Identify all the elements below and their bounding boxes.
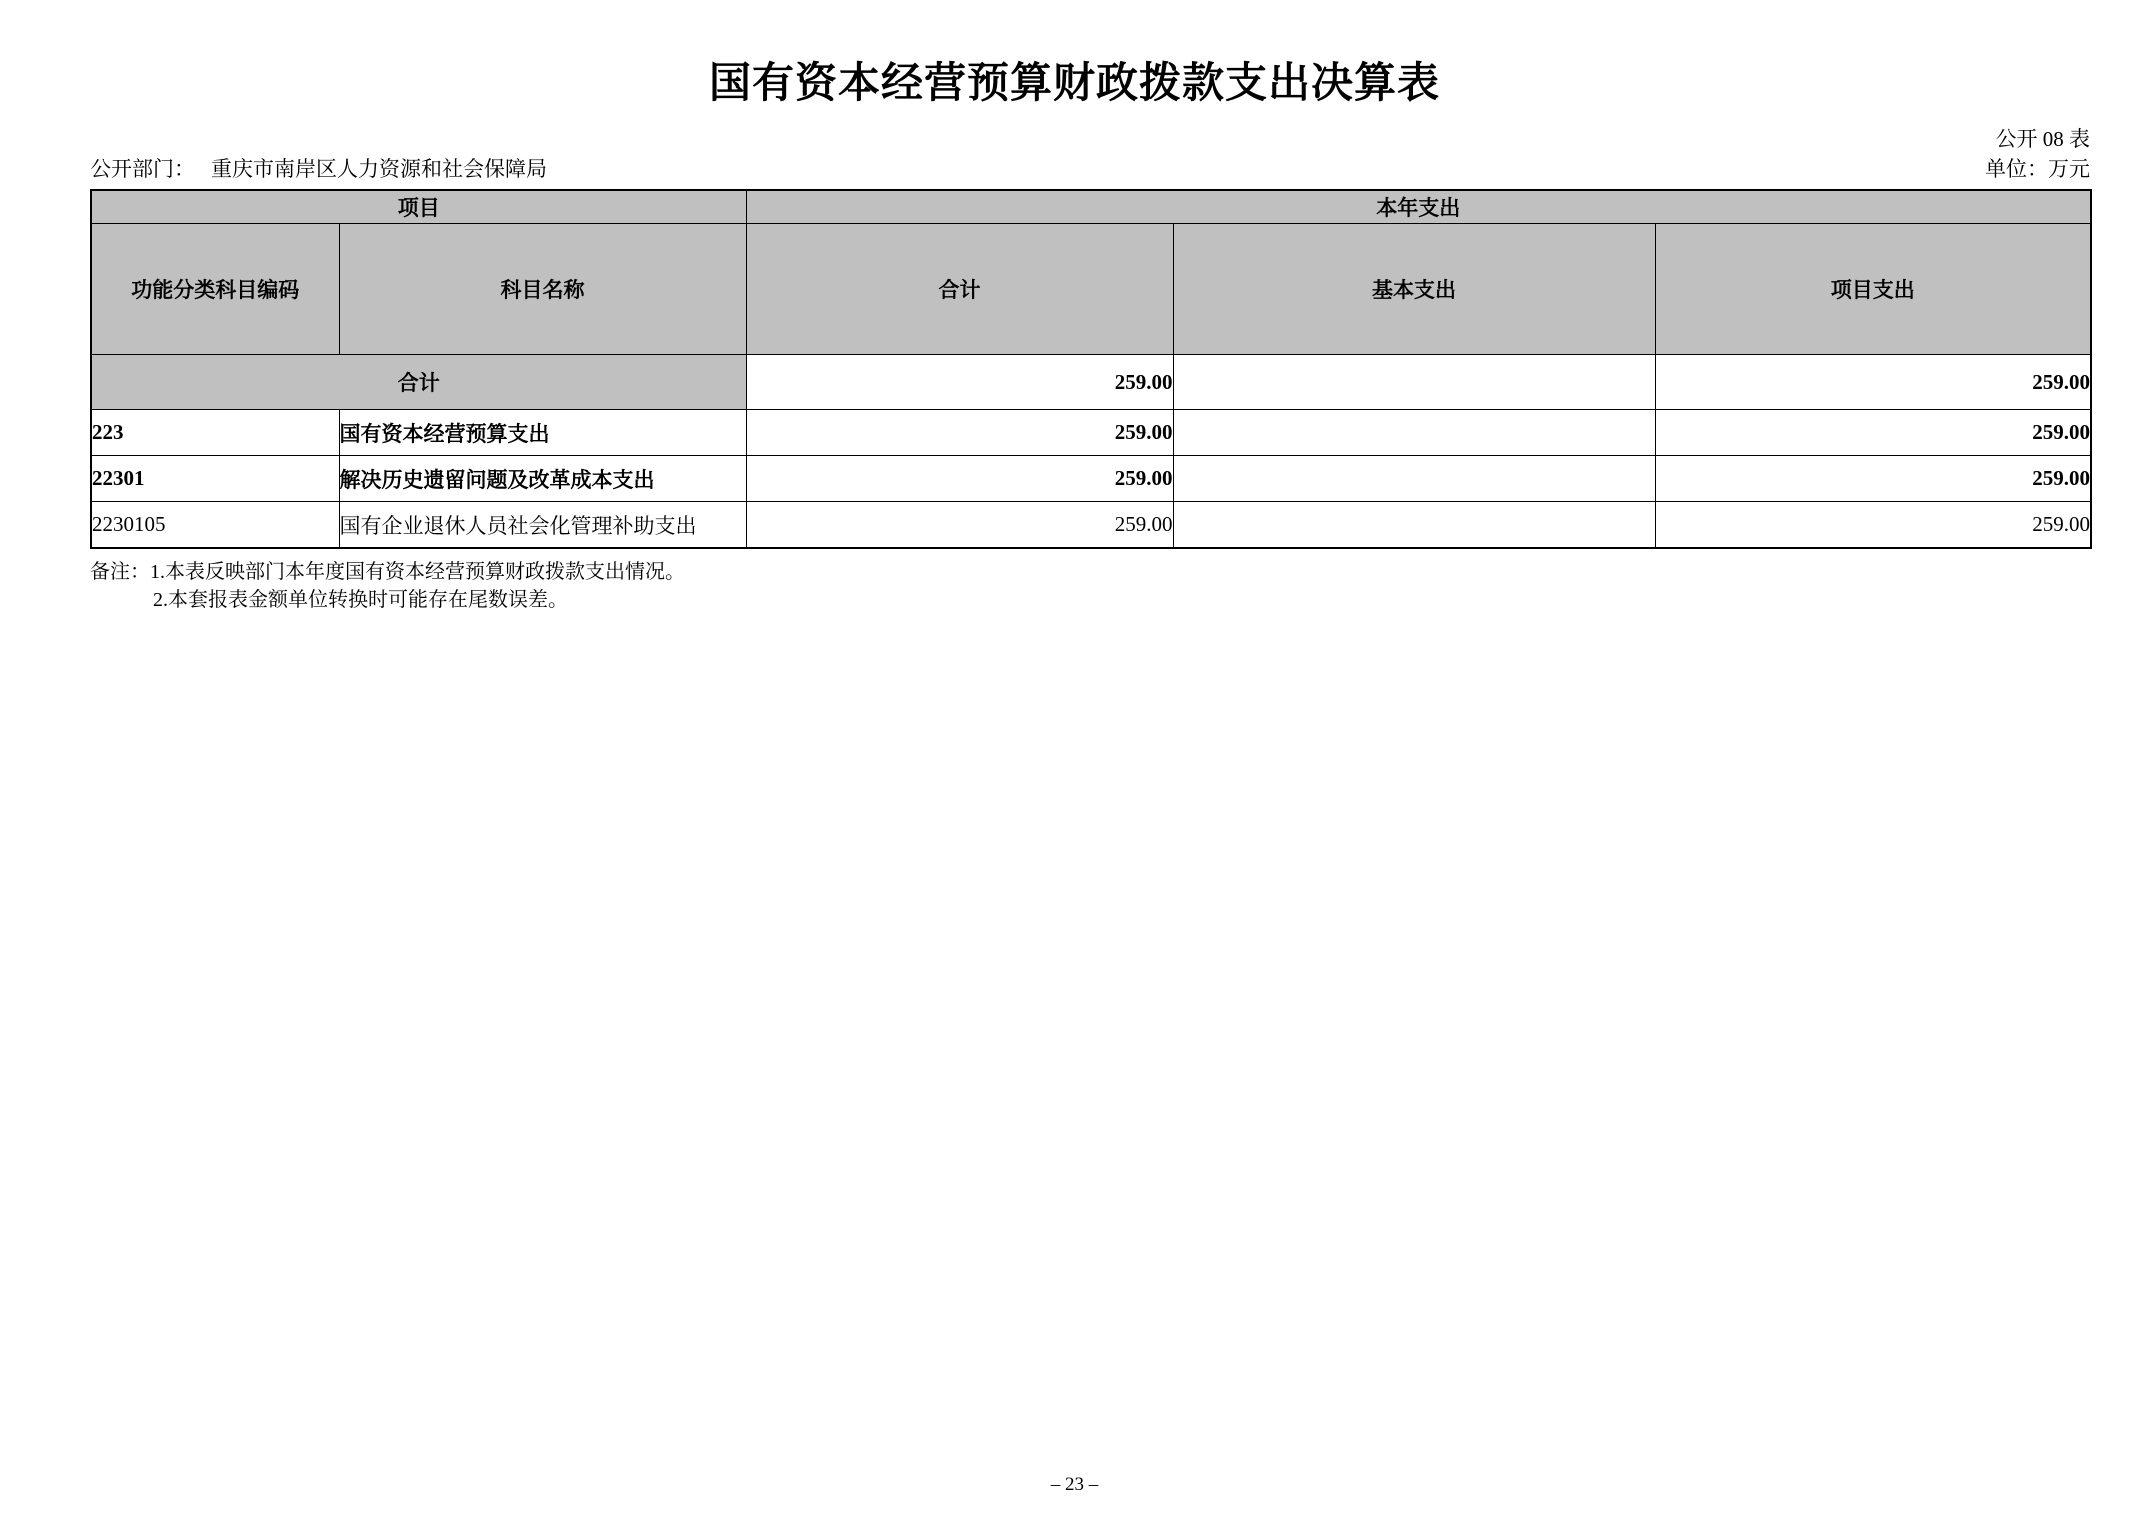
column-header-subject-name: 科目名称 bbox=[339, 224, 746, 355]
total-cell: 259.00 bbox=[746, 410, 1173, 456]
table-row bbox=[91, 502, 2091, 549]
total-sum-cell: 259.00 bbox=[746, 355, 1173, 410]
code-cell: 223 bbox=[91, 410, 339, 456]
group-header-current-year: 本年支出 bbox=[746, 190, 2091, 224]
project-expense-cell: 259.00 bbox=[1655, 410, 2091, 456]
department-line bbox=[90, 156, 547, 182]
total-row bbox=[91, 355, 2091, 410]
code-cell: 22301 bbox=[91, 456, 339, 502]
code-cell: 2230105 bbox=[91, 502, 339, 549]
form-code: 公开 08 表 bbox=[1995, 127, 2090, 151]
column-header-basic-expense: 基本支出 bbox=[1173, 224, 1655, 355]
group-header-row bbox=[91, 190, 2091, 224]
department-name: 重庆市南岸区人力资源和社会保障局 bbox=[211, 157, 547, 181]
total-basic-cell bbox=[1173, 355, 1655, 410]
basic-expense-cell bbox=[1173, 502, 1655, 549]
basic-expense-cell bbox=[1173, 456, 1655, 502]
page-number: – 23 – bbox=[1050, 1474, 1099, 1495]
meta-row bbox=[90, 156, 2090, 182]
total-cell: 259.00 bbox=[746, 456, 1173, 502]
total-label-cell: 合计 bbox=[91, 355, 746, 410]
subject-name-cell: 国有企业退休人员社会化管理补助支出 bbox=[339, 502, 746, 549]
page-title: 国有资本经营预算财政拨款支出决算表 bbox=[708, 61, 1440, 107]
budget-table bbox=[90, 189, 2092, 549]
total-project-cell: 259.00 bbox=[1655, 355, 2091, 410]
note-line-2: 2.本套报表金额单位转换时可能存在尾数误差。 bbox=[153, 589, 568, 611]
subject-name-cell: 解决历史遗留问题及改革成本支出 bbox=[339, 456, 746, 502]
note-line-1: 备注：1.本表反映部门本年度国有资本经营预算财政拨款支出情况。 bbox=[90, 561, 685, 583]
project-expense-cell: 259.00 bbox=[1655, 456, 2091, 502]
basic-expense-cell bbox=[1173, 410, 1655, 456]
table-row bbox=[91, 410, 2091, 456]
notes bbox=[90, 558, 2090, 614]
content-area bbox=[90, 126, 2090, 614]
total-cell: 259.00 bbox=[746, 502, 1173, 549]
subject-name-cell: 国有资本经营预算支出 bbox=[339, 410, 746, 456]
project-expense-cell: 259.00 bbox=[1655, 502, 2091, 549]
column-header-function-code: 功能分类科目编码 bbox=[91, 224, 339, 355]
department-label: 公开部门： bbox=[90, 157, 195, 181]
group-header-project: 项目 bbox=[91, 190, 746, 224]
column-header-project-expense: 项目支出 bbox=[1655, 224, 2091, 355]
unit-label: 单位：万元 bbox=[1985, 157, 2090, 181]
column-header-total: 合计 bbox=[746, 224, 1173, 355]
table-row bbox=[91, 456, 2091, 502]
column-header-row bbox=[91, 224, 2091, 355]
